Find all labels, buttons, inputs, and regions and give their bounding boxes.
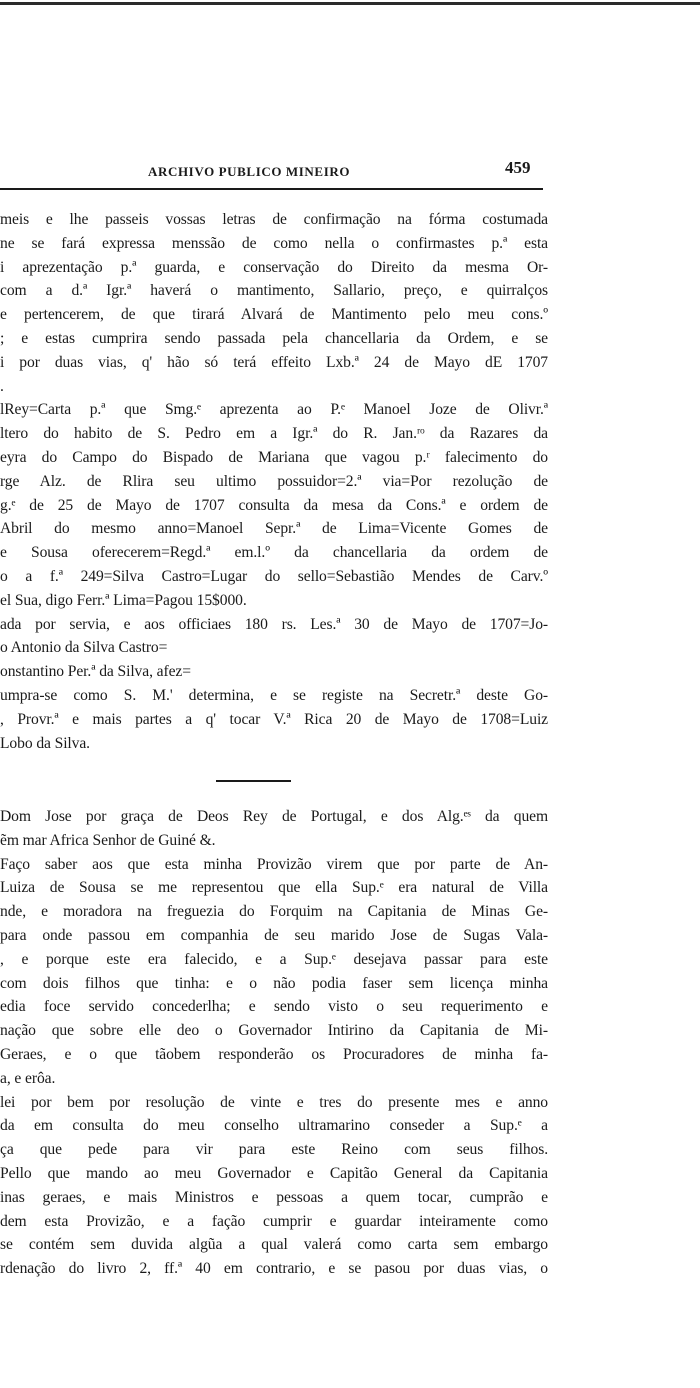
text-line: nação que sobre elle deo o Governador Intirino da Capitania de Mi- [0,1022,548,1040]
text-line: da em consulta do meu conselho ultramarino conseder a Sup.ᵉ a [0,1117,548,1135]
text-line: rge Alz. de Rlira seu ultimo possuidor=2.ª via=Por rezolução de [0,472,548,490]
text-line: o Antonio da Silva Castro= [0,639,168,657]
text-line: Geraes, e o que tãobem responderão os Procuradores de minha fa- [0,1045,548,1063]
text-line: dem esta Provizão, e a fação cumprir e guardar inteiramente como [0,1212,548,1230]
text-line: lei por bem por resolução de vinte e tres do presente mes e anno [0,1093,548,1111]
text-line: a, e erôa. [0,1069,56,1087]
text-line: o a f.ª 249=Silva Castro=Lugar do sello=Sebastião Mendes de Carv.º [0,567,548,585]
text-line: meis e lhe passeis vossas letras de confirmação na fórma costumada [0,211,548,228]
text-line: ada por servia, e aos officiaes 180 rs. Les.ª 30 de Mayo de 1707=Jo- [0,615,548,633]
text-line: . [0,377,4,395]
text-line: Faço saber aos que esta minha Provizão virem que por parte de An- [0,855,548,873]
text-line: Abril do mesmo anno=Manoel Sepr.ª de Lima=Vicente Gomes de [0,520,548,538]
text-line: g.ᵉ de 25 de Mayo de 1707 consulta da mesa da Cons.ª e ordem de [0,496,548,514]
text-line: para onde passou em companhia de seu marido Jose de Sugas Vala- [0,926,548,944]
text-block-second [0,805,548,1281]
text-line: Pello que mando ao meu Governador e Capitão General da Capitania [0,1164,548,1182]
text-line: Lobo da Silva. [0,734,90,752]
text-line: com dois filhos que tinha: e o não podia faser sem licença minha [0,974,548,992]
text-line: lRey=Carta p.ª que Smg.ᵉ aprezenta ao P.ᵉ Manoel Joze de Olivr.ª [0,401,548,419]
text-line: i aprezentação p.ª guarda, e conservação do Direito da mesma Or- [0,258,548,276]
text-line: Luiza de Sousa se me representou que ella Sup.ᵉ era natural de Villa [0,879,548,897]
text-line: umpra-se como S. M.' determina, e se registe na Secretr.ª deste Go- [0,686,548,704]
text-line: Dom Jose por graça de Deos Rey de Portugal, e dos Alg.ᵉˢ da quem [0,808,548,825]
text-line: se contém sem duvida algũa a qual valerá como carta sem embargo [0,1236,548,1254]
text-line: , Provr.ª e mais partes a q' tocar V.ª Rica 20 de Mayo de 1708=Luiz [0,710,548,728]
text-line: ne se fará expressa menssão de como nella o confirmastes p.ª esta [0,234,548,252]
text-line: ça que pede para vir para este Reino com seus filhos. [0,1141,548,1159]
text-line: inas geraes, e mais Ministros e pessoas a quem tocar, cumprão e [0,1188,548,1206]
text-line: com a d.ª Igr.ª haverá o mantimento, Sallario, preço, e quirralços [0,282,548,300]
text-line: ẽm mar Africa Senhor de Guiné &. [0,831,216,849]
text-line: el Sua, digo Ferr.ª Lima=Pagou 15$000. [0,591,247,609]
page-number: 459 [505,158,531,177]
text-line: ; e estas cumprira sendo passada pela chancellaria da Ordem, e se [0,329,548,347]
text-line: eyra do Campo do Bispado de Mariana que vagou p.ʳ falecimento do [0,448,548,466]
text-line: e Sousa oferecerem=Regd.ª em.l.º da chancellaria da ordem de [0,544,548,562]
section-divider [216,780,291,782]
text-line: ltero do habito de S. Pedro em a Igr.ª do R. Jan.ʳᵒ da Razares da [0,425,548,443]
text-line: onstantino Per.ª da Silva, afez= [0,663,191,681]
top-edge-rule [0,2,700,5]
text-line: , e porque este era falecido, e a Sup.ᵉ desejava passar para este [0,950,548,968]
running-title: ARCHIVO PUBLICO MINEIRO [148,164,351,179]
text-block-first [0,208,548,755]
text-line: edia foce servido concederlha; e sendo visto o seu requerimento e [0,998,548,1016]
text-line: e pertencerem, de que tirará Alvará de Mantimento pelo meu cons.º [0,306,548,324]
text-line: nde, e moradora na freguezia do Forquim na Capitania de Minas Ge- [0,903,548,921]
text-line: rdenação do livro 2, ff.ª 40 em contrario, e se pasou por duas vias, o [0,1260,548,1278]
text-line: i por duas vias, q' hão só terá effeito Lxb.ª 24 de Mayo dE 1707 [0,353,548,371]
header-rule [0,188,543,190]
